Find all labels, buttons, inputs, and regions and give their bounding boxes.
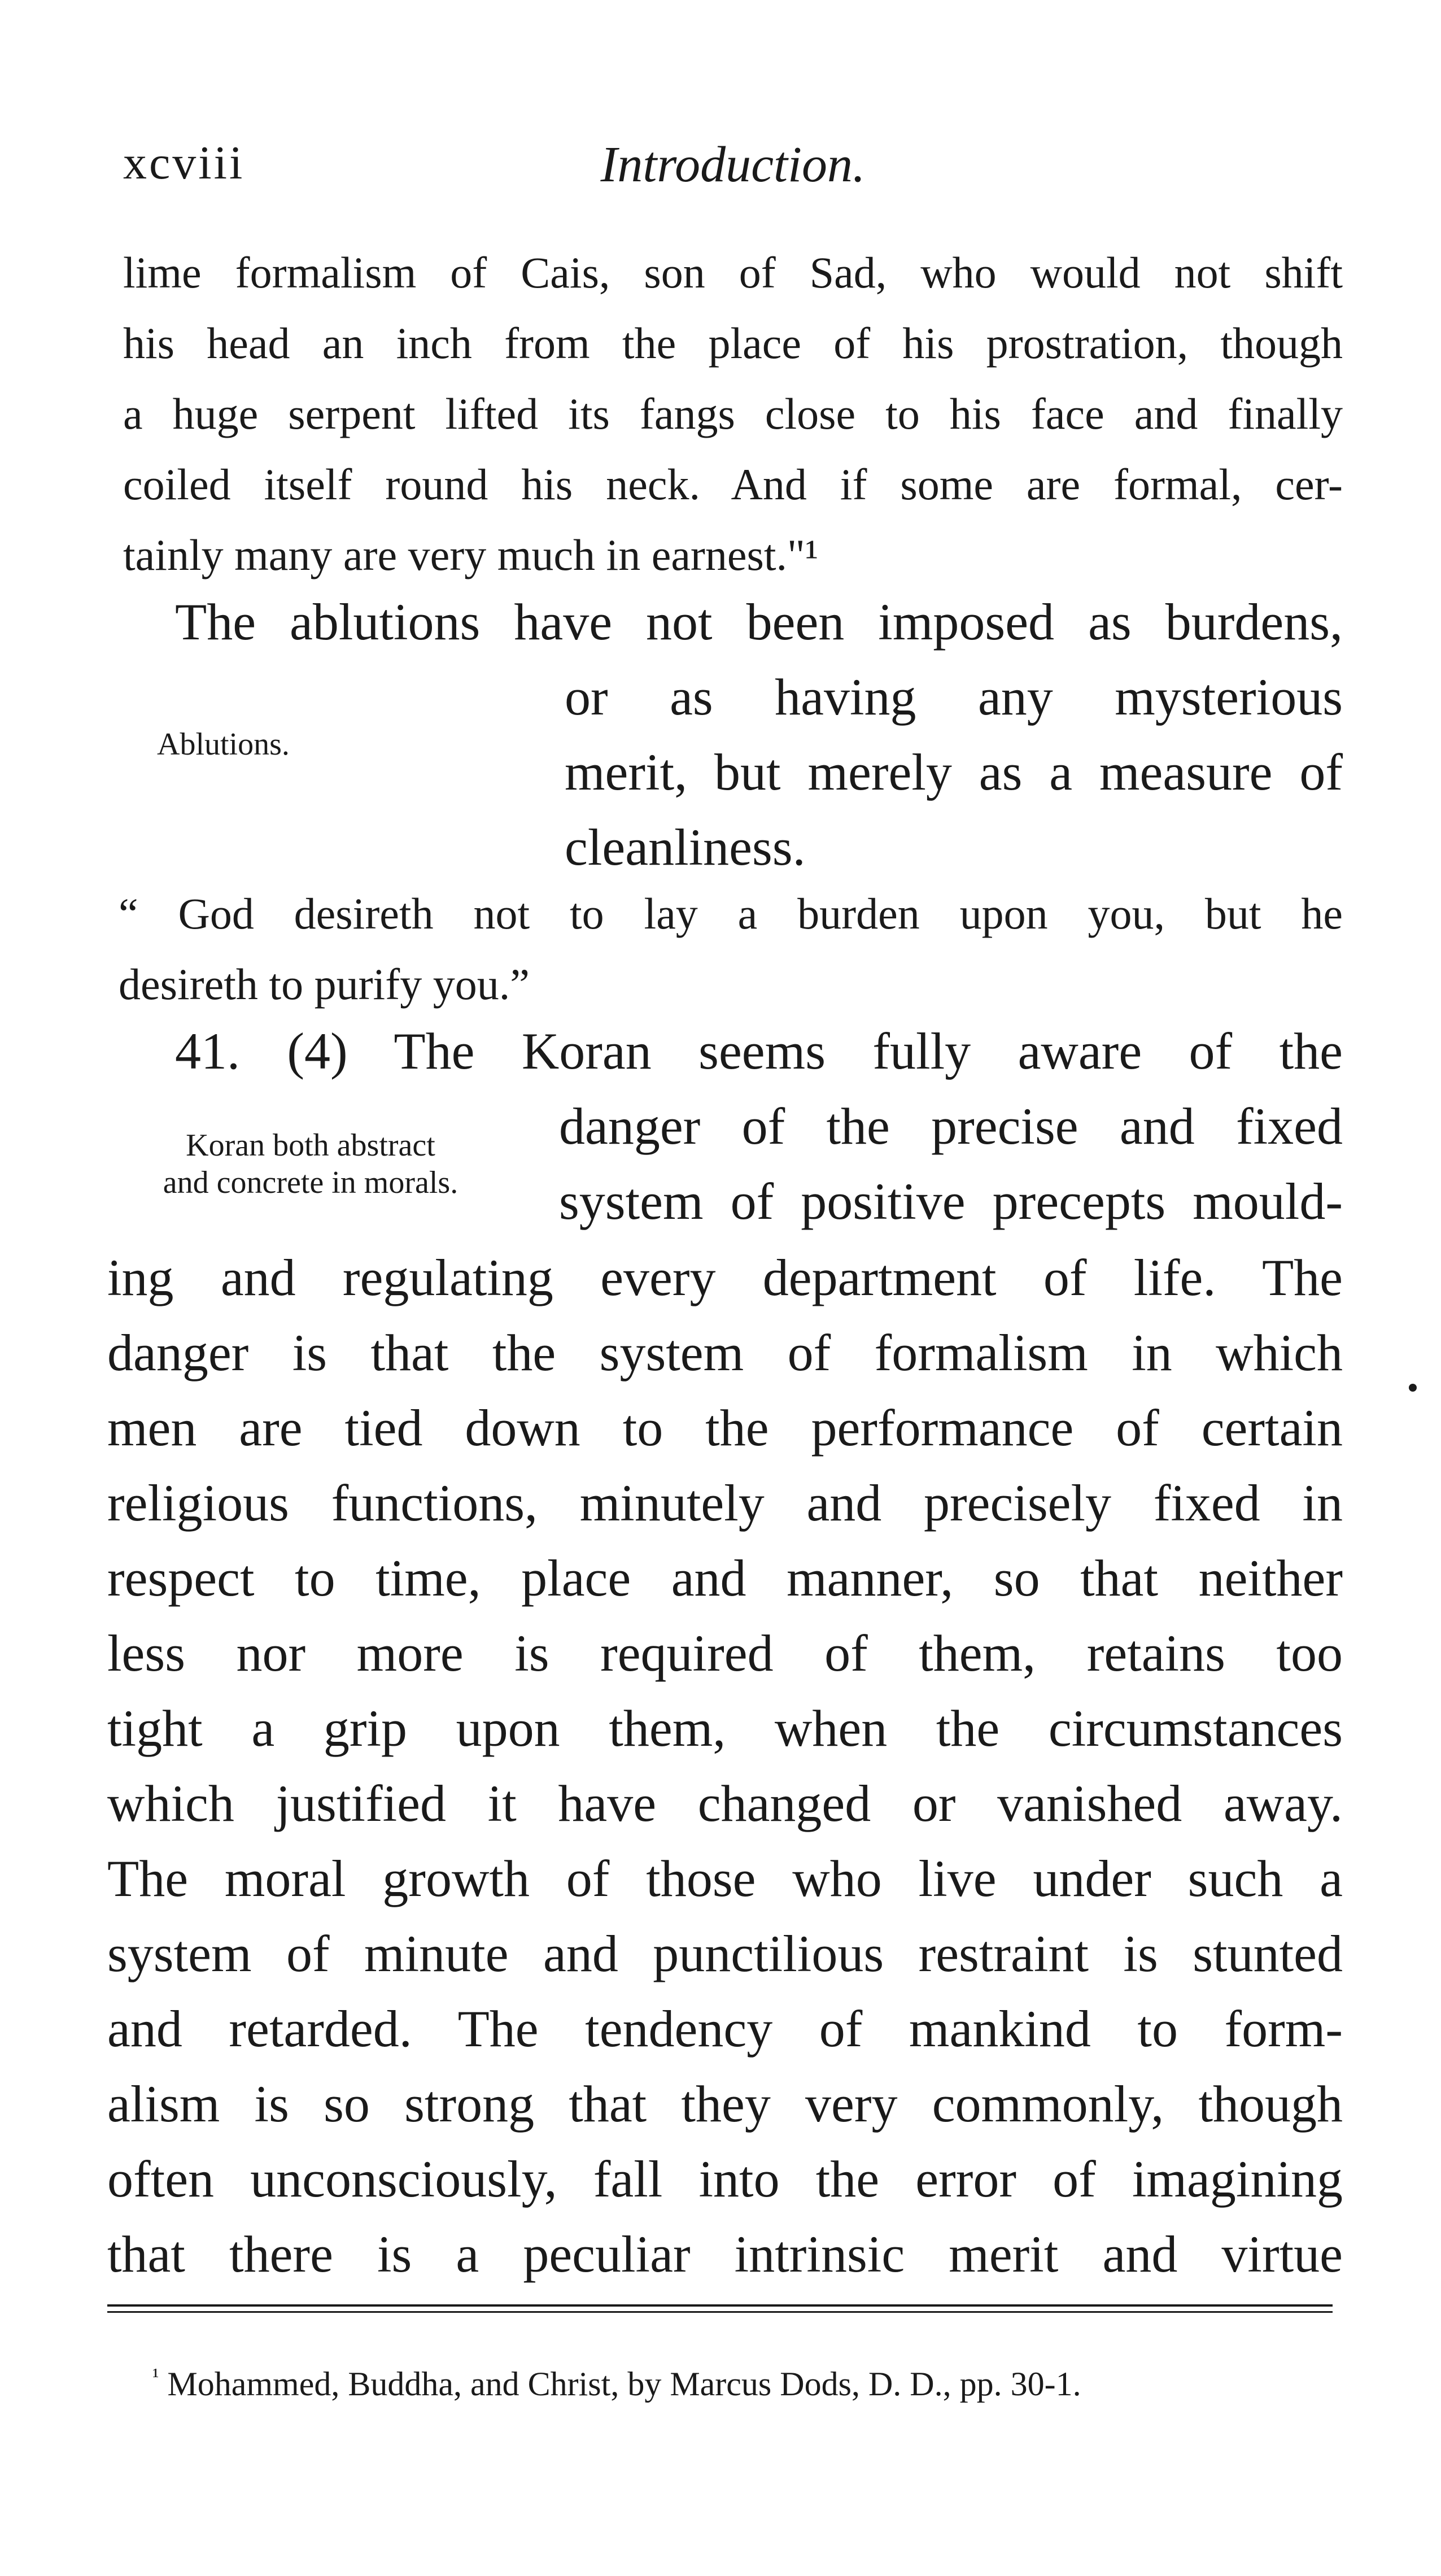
text-line: lime formalism of Cais, son of Sad, who would not shift bbox=[123, 248, 1343, 297]
text-line: respect to time, place and manner, so that neither bbox=[107, 1549, 1343, 1607]
text-line: often unconsciously, fall into the error of imagining bbox=[107, 2150, 1343, 2208]
text-line: “ God desireth not to lay a burden upon you, but he bbox=[119, 889, 1343, 938]
section-41-first-line bbox=[175, 1014, 1343, 1089]
text-line: 41. (4) The Koran seems fully aware of the bbox=[175, 1022, 1343, 1080]
quote-block bbox=[119, 878, 1343, 1019]
text-line: system of minute and punctilious restraint is stunted bbox=[107, 1925, 1343, 1982]
text-line: a huge serpent lifted its fangs close to his face and finally bbox=[123, 389, 1343, 438]
footnote-text: Mohammed, Buddha, and Christ, by Marcus Dods, D. D., pp. 30-1. bbox=[167, 2365, 1081, 2403]
text-line: tight a grip upon them, when the circumstances bbox=[107, 1699, 1343, 1757]
text-line: or as having any mysterious bbox=[565, 668, 1343, 726]
sidenote-line: Koran both abstract bbox=[186, 1128, 435, 1163]
text-line: The moral growth of those who live under such a bbox=[107, 1850, 1343, 1907]
text-line: that there is a peculiar intrinsic merit and virtue bbox=[107, 2225, 1343, 2283]
sidenote-koran-morals bbox=[119, 1127, 503, 1201]
text-line: ing and regulating every department of life. The bbox=[107, 1249, 1343, 1306]
ablutions-first-line bbox=[175, 585, 1343, 660]
text-line: danger is that the system of formalism in which bbox=[107, 1324, 1343, 1381]
text-line: alism is so strong that they very commonly, though bbox=[107, 2075, 1343, 2133]
sidenote-line: and concrete in morals. bbox=[163, 1165, 459, 1200]
section-41-indented-lines bbox=[559, 1089, 1343, 1239]
text-line: men are tied down to the performance of certain bbox=[107, 1399, 1343, 1457]
page-header bbox=[123, 136, 1343, 203]
text-line: less nor more is required of them, retains too bbox=[107, 1624, 1343, 1682]
text-line: The ablutions have not been imposed as burdens, bbox=[175, 593, 1343, 651]
text-line: tainly many are very much in earnest."¹ bbox=[123, 530, 819, 579]
footnote-marker: ¹ bbox=[152, 2364, 159, 2388]
text-line: system of positive precepts mould- bbox=[559, 1173, 1343, 1230]
print-speck bbox=[1409, 1384, 1417, 1392]
text-line: religious functions, minutely and precisely fixed in bbox=[107, 1474, 1343, 1532]
text-line: and retarded. The tendency of mankind to form- bbox=[107, 2000, 1343, 2058]
page-number: xcviii bbox=[123, 137, 245, 189]
section-41-body bbox=[107, 1240, 1343, 2292]
text-line: coiled itself round his neck. And if some are formal, cer- bbox=[123, 460, 1343, 509]
footnote-rule bbox=[107, 2304, 1333, 2307]
footnote bbox=[152, 2364, 1081, 2404]
text-line: which justified it have changed or vanished away. bbox=[107, 1775, 1343, 1832]
paragraph-continuation bbox=[123, 237, 1343, 590]
running-title: Introduction. bbox=[600, 137, 866, 193]
text-line: cleanliness. bbox=[565, 818, 806, 876]
text-line: his head an inch from the place of his prostration, though bbox=[123, 319, 1343, 368]
sidenote-ablutions: Ablutions. bbox=[157, 727, 290, 762]
text-line: danger of the precise and fixed bbox=[559, 1097, 1343, 1155]
text-line: desireth to purify you.” bbox=[119, 960, 530, 1009]
ablutions-indented-lines bbox=[565, 660, 1343, 885]
text-line: merit, but merely as a measure of bbox=[565, 743, 1343, 801]
